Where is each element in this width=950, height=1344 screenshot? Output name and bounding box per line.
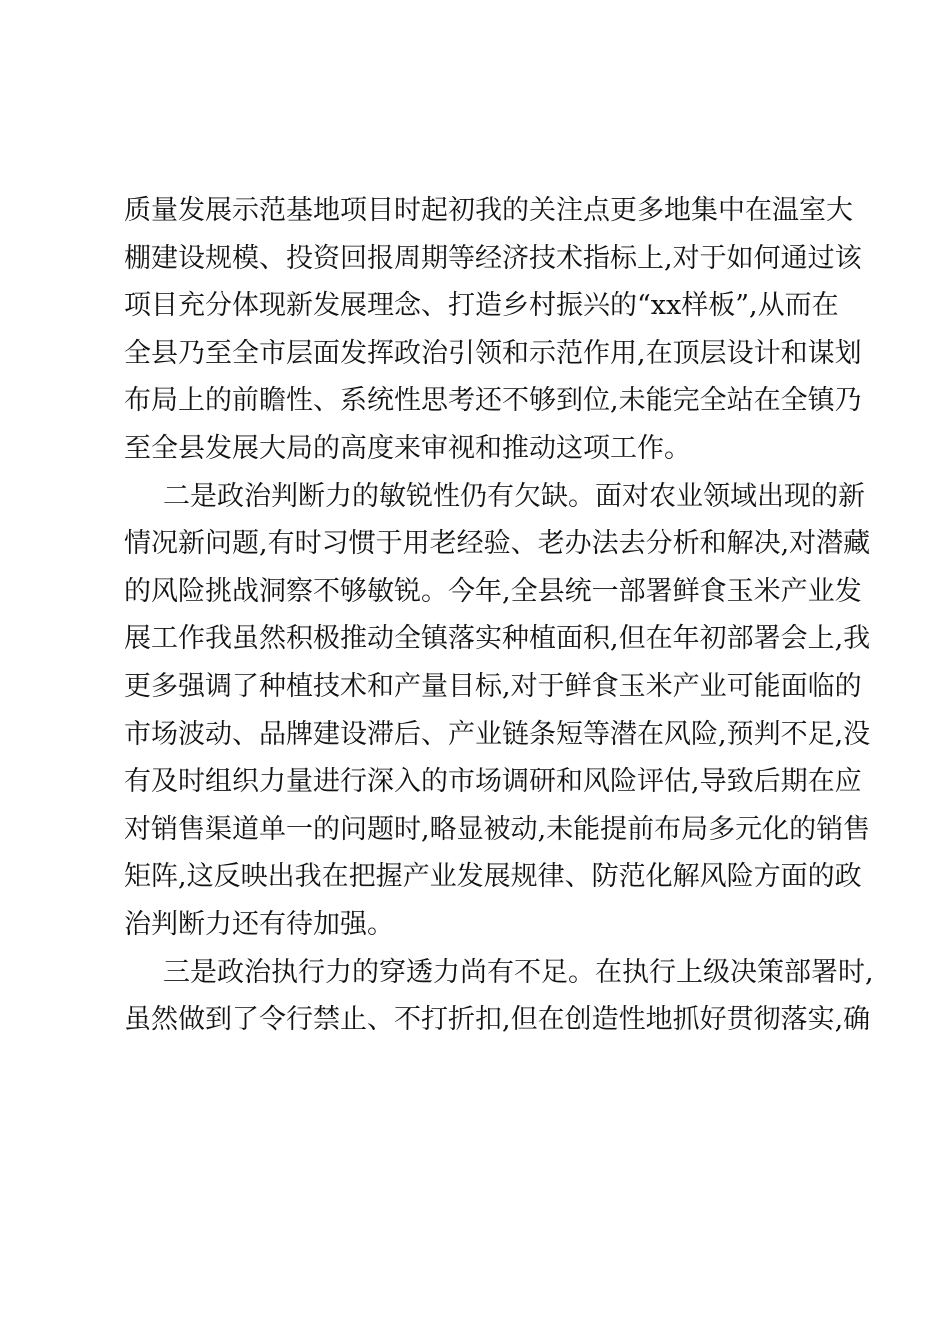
text-line: 有及时组织力量进行深入的市场调研和风险评估,导致后期在应 [124,766,862,798]
text-line: 三是政治执行力的穿透力尚有不足。在执行上级决策部署时, [163,956,874,988]
paragraph-2 [124,473,871,949]
body-text [124,187,874,1044]
text-line: 展工作我虽然积极推动全镇落实种植面积,但在年初部署会上,我 [124,623,871,655]
text-line: 质量发展示范基地项目时起初我的关注点更多地集中在温室大 [124,195,853,226]
text-line: 二是政治判断力的敏锐性仍有欠缺。面对农业领域出现的新 [163,480,865,512]
text-line: 虽然做到了令行禁止、不打折扣,但在创造性地抓好贯彻落实,确 [124,1004,871,1036]
text-line: 的风险挑战洞察不够敏锐。今年,全县统一部署鲜食玉米产业发 [124,575,862,607]
text-line: 全县乃至全市层面发挥政治引领和示范作用,在顶层设计和谋划 [124,337,862,369]
paragraph-3 [124,949,874,1044]
text-line: 对销售渠道单一的问题时,略显被动,未能提前布局多元化的销售 [124,813,871,845]
text-line: 至全县发展大局的高度来审视和推动这项工作。 [124,432,691,464]
text-line: 项目充分体现新发展理念、打造乡村振兴的“xx样板”,从而在 [124,290,839,322]
paragraph-1 [124,187,862,473]
text-line: 布局上的前瞻性、系统性思考还不够到位,未能完全站在全镇乃 [124,385,862,417]
text-line: 情况新问题,有时习惯于用老经验、老办法去分析和解决,对潜藏 [124,528,871,560]
text-line: 治判断力还有待加强。 [124,908,394,940]
text-line: 更多强调了种植技术和产量目标,对于鲜食玉米产业可能面临的 [124,670,862,702]
text-line: 市场波动、品牌建设滞后、产业链条短等潜在风险,预判不足,没 [124,718,871,750]
text-line: 矩阵,这反映出我在把握产业发展规律、防范化解风险方面的政 [124,861,862,893]
text-line: 棚建设规模、投资回报周期等经济技术指标上,对于如何通过该 [124,242,862,274]
